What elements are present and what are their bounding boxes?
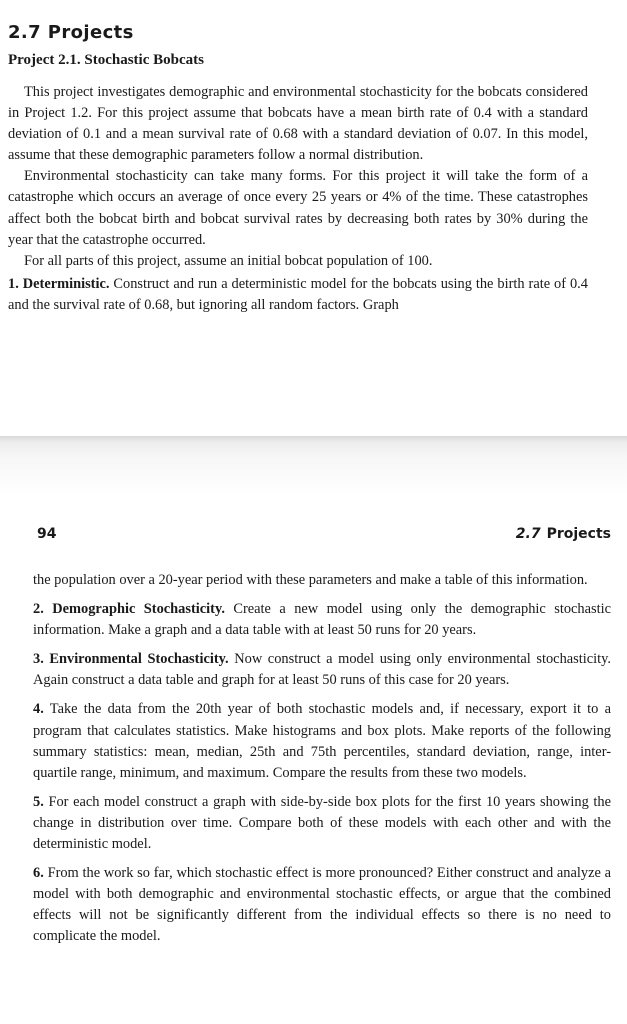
item-3-text: Now construct a model using only environmental stochasticity. Again construct a data table and graph for at least 50 runs of this case for 20 years.	[33, 651, 611, 689]
book-page-lower	[0, 496, 627, 1024]
item-4-label: 4.	[33, 701, 44, 718]
item-5-label: 5.	[33, 793, 44, 810]
item-5-text: For each model construct a graph with side-by-side box plots for the first 10 years showing the change in distribution over time. Compare both of these models with each other and with the deterministic model.	[33, 793, 611, 853]
item-3	[33, 649, 611, 691]
page-gap	[0, 436, 627, 496]
item-2-label: 2. Demographic Stochasticity.	[33, 601, 225, 618]
environmental-paragraph: Environmental stochasticity can take many forms. For this project it will take the form of a catastrophe which occurs an average of once every 25 years or 4% of the time. These catastrophes affect both the bobcat birth and bobcat survival rates by decreasing both rates by 30% during the year that the catastrophe occurred.	[8, 168, 588, 248]
item-4-text: Take the data from the 20th year of both stochastic models and, if necessary, export it to a program that calculates statistics. Make histograms and box plots. Make reports of the following summary statistics: mean, median, 25th and 75th percentiles, standard deviation, range, inter-quartile range, minimum, and maximum. Compare the results from these two models.	[33, 701, 611, 781]
items-body	[33, 570, 611, 956]
item-3-label: 3. Environmental Stochasticity.	[33, 651, 229, 668]
running-head	[516, 526, 611, 542]
item-1	[8, 274, 588, 316]
project-title: Project 2.1. Stochastic Bobcats	[8, 52, 204, 68]
page-number: 94	[37, 526, 57, 542]
item-5	[33, 792, 611, 855]
running-head-number: 2.7	[515, 526, 541, 542]
initial-population-paragraph: For all parts of this project, assume an initial bobcat population of 100.	[24, 252, 433, 269]
item-4	[33, 699, 611, 783]
section-heading: 2.7 Projects	[8, 22, 134, 43]
item-1-text: Construct and run a deterministic model for the bobcats using the birth rate of 0.4 and the survival rate of 0.68, but ignoring all random factors. Graph	[8, 275, 588, 313]
book-page-upper	[0, 0, 627, 440]
item-6-text: From the work so far, which stochastic effect is more pronounced? Either construct and analyze a model with both demographic and environmental stochastic effects, or argue that the combined effects will not be significantly different from the individual effects so there is no need to complicate the model.	[33, 865, 611, 945]
item-2-text: Create a new model using only the demographic stochastic information. Make a graph and a data table with at least 50 runs for 20 years.	[33, 601, 611, 639]
item-2	[33, 599, 611, 641]
running-head-title: Projects	[546, 526, 611, 542]
item-6-label: 6.	[33, 865, 44, 882]
item-1-continuation: the population over a 20-year period with these parameters and make a table of this information.	[33, 572, 588, 588]
intro-paragraph: This project investigates demographic and environmental stochasticity for the bobcats considered in Project 1.2. For this project assume that bobcats have a mean birth rate of 0.4 with a standard deviation of 0.1 and a mean survival rate of 0.68 with a standard deviation of 0.07. In this model, assume that these demographic parameters follow a normal distribution.	[8, 84, 588, 164]
item-6	[33, 863, 611, 947]
item-1-label: 1. Deterministic.	[8, 275, 110, 292]
project-body	[8, 82, 588, 316]
